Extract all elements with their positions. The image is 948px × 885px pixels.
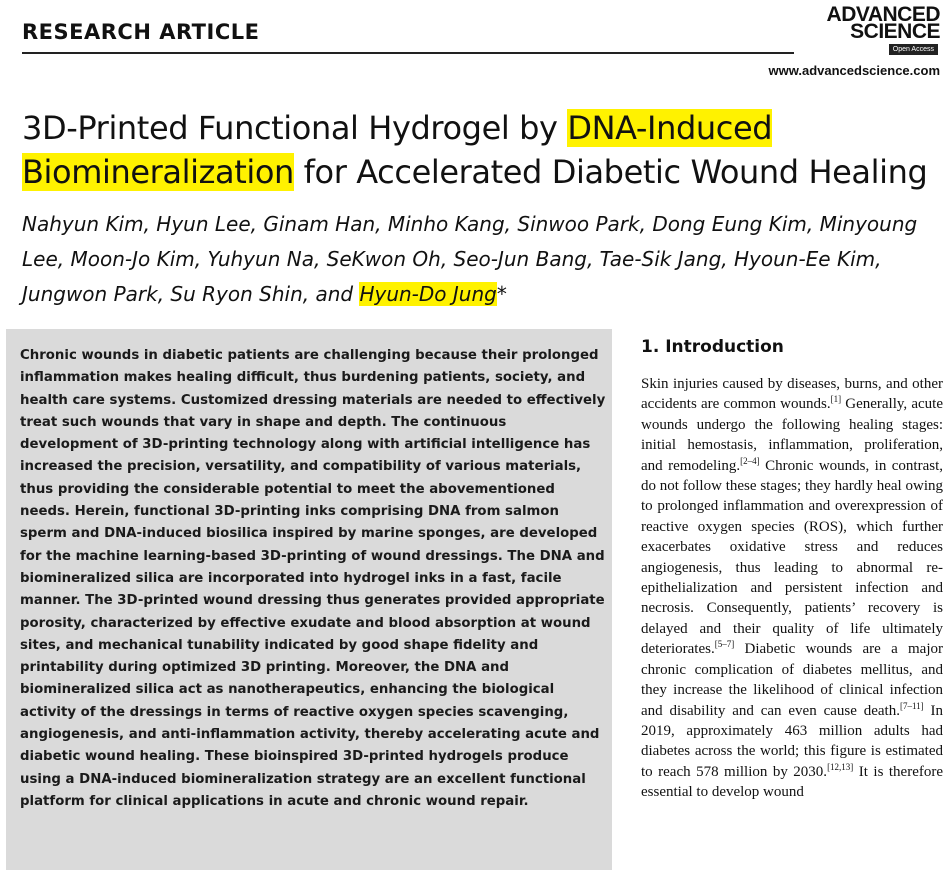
journal-website-link[interactable]: www.advancedscience.com: [768, 63, 940, 78]
reference-link[interactable]: [5–7]: [714, 639, 735, 650]
title-highlight-dna-induced: DNA-Induced: [567, 109, 773, 147]
reference-link[interactable]: [2–4]: [740, 455, 760, 466]
intro-text: Chronic wounds, in contrast, do not follow these stages; they hardly heal owing to prolonged inflammation and overexpression of reactive oxygen species (ROS), which further exacerbates oxidative stress and reduces angiogenesis, thus leading to abnormal re-epithelialization and persistent infection and necrosis. Consequently, patients’ recovery is delayed and their quality of life ultimately deteriorates.: [641, 457, 943, 658]
abstract-text: Chronic wounds in diabetic patients are challenging because their prolonged inflammation makes healing difficult, thus burdening patients, society, and health care systems. Customized dressing materials are needed to effectively treat such wounds that vary in shape and depth. The continuous development of 3D-printing technology along with artificial intelligence has increased the precision, versatility, and compatibility of various materials, thus providing the considerable potential to meet the abovementioned needs. Herein, functional 3D-printing inks comprising DNA from salmon sperm and DNA-induced biosilica inspired by marine sponges, are developed for the machine learning-based 3D-printing of wound dressings. The DNA and biomineralized silica are incorporated into hydrogel inks in a fast, facile manner. The 3D-printed wound dressing thus generates provided appropriate porosity, characterized by effective exudate and blood absorption at wound sites, and mechanical tunability indicated by good shape fidelity and printability during optimized 3D printing. Moreover, the DNA and biomineralized silica act as nanotherapeutics, enhancing the biological activity of the dressings in terms of reactive oxygen species scavenging, angiogenesis, and anti-inflammation activity, thereby accelerating acute and diabetic wound healing. These bioinspired 3D-printed hydrogels produce using a DNA-induced biomineralization strategy are an excellent functional platform for clinical applications in acute and chronic wound repair.: [20, 348, 606, 809]
intro-text: In 2019, approximately 463 million adults had diabetes across the world; this figure is estimated to reach 578 million by 2030.: [641, 702, 943, 780]
author-list: [22, 207, 922, 312]
reference-link[interactable]: [1]: [830, 394, 842, 405]
title-highlight-biomineralization: Biomineralization: [22, 153, 294, 191]
title-text-part1: 3D-Printed Functional Hydrogel by: [22, 109, 568, 147]
journal-logo-line1: ADVANCED: [826, 3, 940, 26]
corresponding-author: Hyun-Do Jung: [359, 282, 497, 306]
reference-link[interactable]: [7–11]: [899, 700, 924, 711]
intro-text: Skin injuries caused by diseases, burns, and other accidents are common wounds.: [641, 376, 943, 413]
article-type-label: RESEARCH ARTICLE: [22, 20, 260, 44]
article-title: [22, 106, 932, 194]
introduction-body: [641, 374, 943, 803]
intro-text: Diabetic wounds are a major chronic complication of diabetes mellitus, and they increase the likelihood of clinical infection and disability and can even cause death.: [641, 641, 943, 719]
reference-link[interactable]: [12,13]: [827, 761, 854, 772]
journal-logo: [790, 4, 940, 62]
corresponding-author-mark: *: [496, 282, 507, 306]
title-text-part2: for Accelerated Diabetic Wound Healing: [293, 153, 928, 191]
open-access-badge: Open Access: [889, 44, 938, 55]
header-divider: [22, 52, 794, 54]
authors-text: Nahyun Kim, Hyun Lee, Ginam Han, Minho Kang, Sinwoo Park, Dong Eung Kim, Minyoung Lee, Moon-Jo Kim, Yuhyun Na, SeKwon Oh, Seo-Jun Bang, Tae-Sik Jang, Hyoun-Ee Kim, Jungwon Park, Su Ryon Shin, and: [22, 212, 918, 306]
page-header: [0, 0, 948, 84]
intro-text: It is therefore essential to develop wound: [641, 763, 944, 801]
journal-logo-line2: SCIENCE: [850, 20, 940, 43]
section-heading-introduction: 1. Introduction: [641, 337, 784, 357]
intro-text: Generally, acute wounds undergo the following healing stages: initial hemostasis, inflammation, proliferation, and remodeling.: [641, 396, 943, 474]
